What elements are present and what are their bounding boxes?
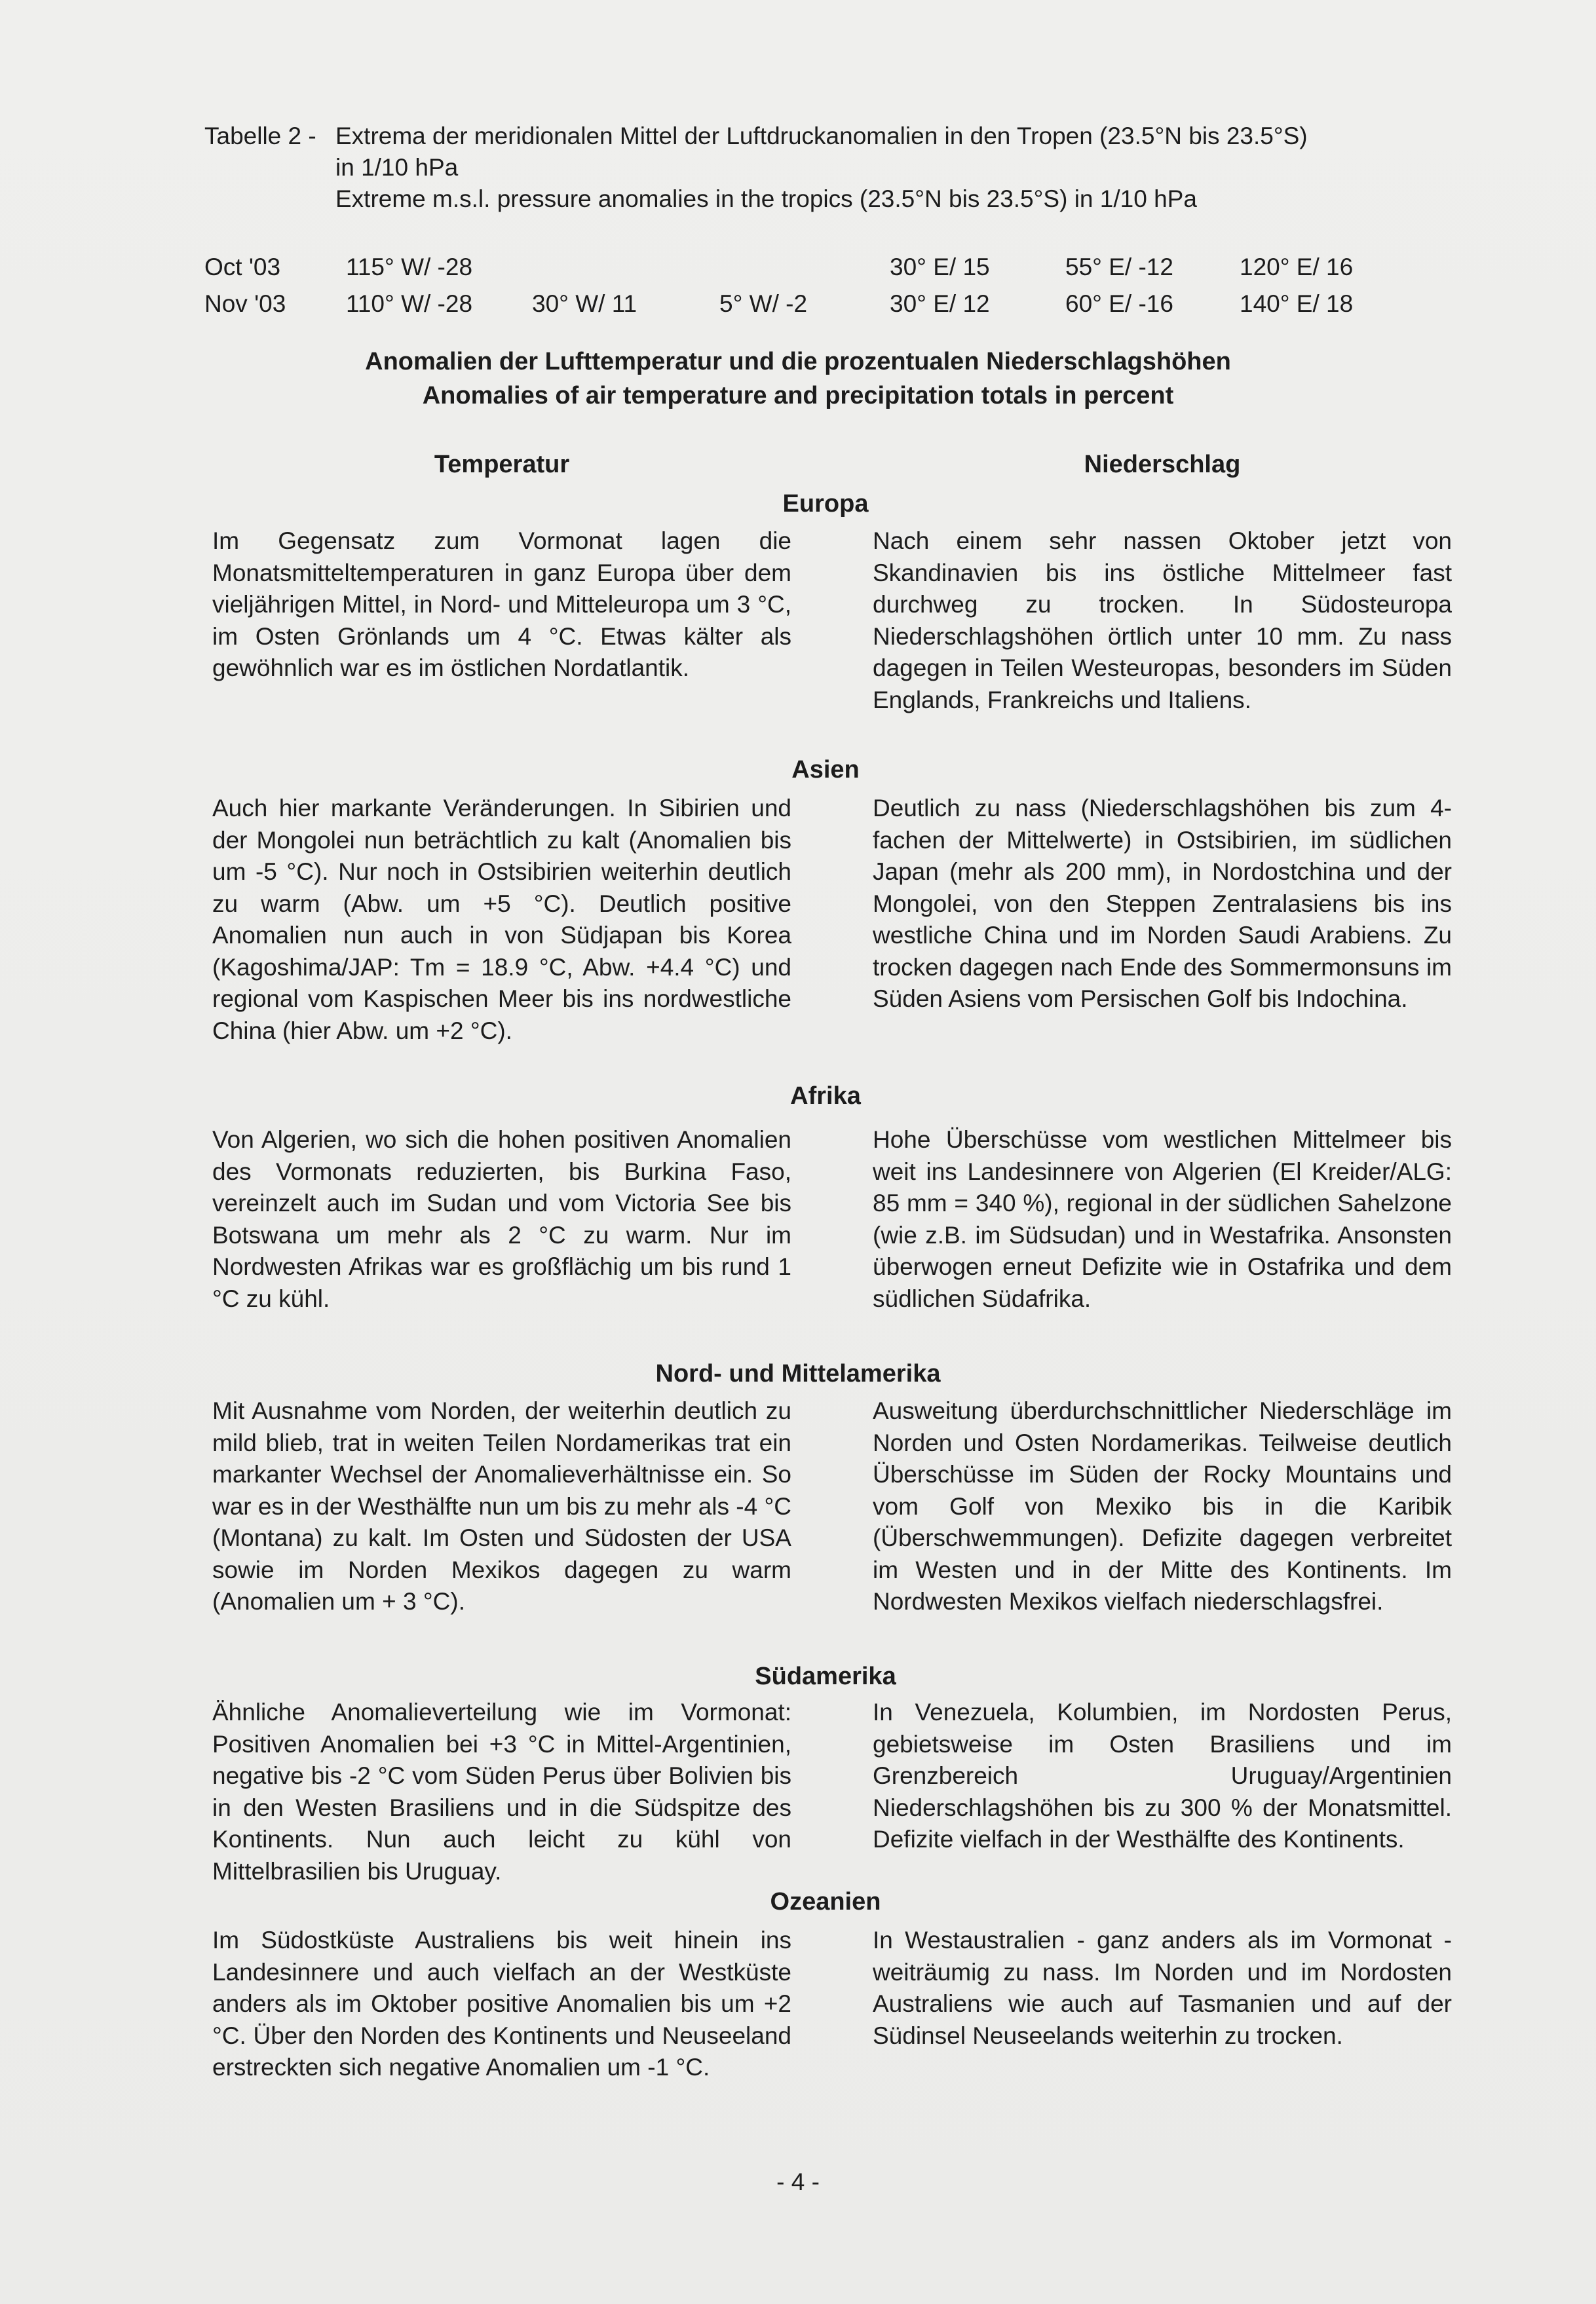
page-number: - 4 - <box>776 2168 820 2195</box>
europa-temperature-text: Im Gegensatz zum Vormonat lagen die Monatsmitteltemperaturen in ganz Europa über dem vieljährigen Mittel, in Nord- und Mitteleuropa um 3 °C, im Osten Grönlands um 4 °C. Etwas kälter als gewöhnlich war es im östlichen Nordatlantik. <box>212 527 791 681</box>
nordamerika-precipitation-text: Ausweitung überdurchschnittlicher Niederschläge im Norden und Osten Nordamerikas. Teilweise deutlich Überschüsse im Süden der Rocky Mountains und vom Golf von Mexiko bis in die Karibik (Überschwemmungen). Defizite dagegen verbreitet im Westen und in der Mitte des Kontinents. Im Nordwesten Mexikos vielfach niederschlagsfrei. <box>873 1397 1452 1615</box>
table-row <box>204 286 1449 322</box>
column-title-precipitation: Niederschlag <box>1084 451 1241 478</box>
table-cell: 55° E/ -12 <box>1065 254 1173 280</box>
region-title-asien: Asien <box>791 756 860 784</box>
region-title-europa: Europa <box>782 490 869 518</box>
column-title-temperature: Temperatur <box>434 451 570 478</box>
region-title-nord-mittelamerika: Nord- und Mittelamerika <box>655 1360 941 1388</box>
section-heading-en: Anomalies of air temperature and precipitation totals in percent <box>422 382 1174 409</box>
nordamerika-temperature-text: Mit Ausnahme vom Norden, der weiterhin deutlich zu mild blieb, trat in weiten Teilen Nordamerikas trat ein markanter Wechsel der Anomalieverhältnisse ein. So war es in der Westhälfte nun um bis zu mehr als -4 °C (Montana) zu kalt. Im Osten und Südosten der USA sowie im Norden Mexikos dagegen zu warm (Anomalien um + 3 °C). <box>212 1397 791 1615</box>
table-caption <box>204 121 1308 215</box>
europa-precipitation-text: Nach einem sehr nassen Oktober jetzt von Skandinavien bis ins östliche Mittelmeer fast durchweg zu trocken. In Südosteuropa Niederschlagshöhen örtlich unter 10 mm. Zu nass dagegen in Teilen Westeuropas, besonders im Süden Englands, Frankreichs und Italiens. <box>873 527 1452 713</box>
region-title-afrika: Afrika <box>790 1082 861 1110</box>
table-cell: 30° E/ 15 <box>890 254 990 280</box>
asien-precipitation-text: Deutlich zu nass (Niederschlagshöhen bis zum 4-fachen der Mittelwerte) in Ostsibirien, im südlichen Japan (mehr als 200 mm), in Nordostchina und der Mongolei, von den Steppen Zentralasiens bis ins westliche China und im Norden Saudi Arabiens. Zu trocken dagegen nach Ende des Sommermonsuns im Süden Asiens vom Persischen Golf bis Indochina. <box>873 795 1452 1012</box>
table-cell: 30° W/ 11 <box>532 290 637 317</box>
table-cell: 30° E/ 12 <box>890 290 990 317</box>
caption-de-line1: Extrema der meridionalen Mittel der Luftdruckanomalien in den Tropen (23.5°N bis 23.5°S) <box>335 123 1308 149</box>
asien-temperature-text: Auch hier markante Veränderungen. In Sibirien und der Mongolei nun beträchtlich zu kalt (Anomalien bis um -5 °C). Nur noch in Ostsibirien weiterhin deutlich zu warm (Abw. um +5 °C). Deutlich positive Anomalien nun auch in von Südjapan bis Korea (Kagoshima/JAP: Tm = 18.9 °C, Abw. +4.4 °C) und regional vom Kaspischen Meer bis ins nordwestliche China (hier Abw. um +2 °C). <box>212 795 791 1044</box>
table-cell: 110° W/ -28 <box>346 290 473 317</box>
afrika-precipitation-text: Hohe Überschüsse vom westlichen Mittelmeer bis weit ins Landesinnere von Algerien (El Kreider/ALG: 85 mm = 340 %), regional in der südlichen Sahelzone (wie z.B. im Südsudan) und in Westafrika. Ansonsten überwogen erneut Defizite wie in Ostafrika und dem südlichen Südafrika. <box>873 1126 1452 1312</box>
ozeanien-temperature-text: Im Südostküste Australiens bis weit hinein ins Landesinnere und auch vielfach an der Westküste anders als im Oktober positive Anomalien bis um +2 °C. Über den Norden des Kontinents und Neuseeland erstreckten sich negative Anomalien um -1 °C. <box>212 1927 791 2081</box>
table-cell: 115° W/ -28 <box>346 254 473 280</box>
table-cell-month: Nov '03 <box>204 290 286 317</box>
table-row <box>204 249 1449 286</box>
table-cell: 120° E/ 16 <box>1240 254 1354 280</box>
caption-de-line2: in 1/10 hPa <box>335 154 459 181</box>
ozeanien-precipitation-text: In Westaustralien - ganz anders als im Vormonat - weiträumig zu nass. Im Norden und im Nordosten Australiens wie auch auf Tasmanien und auf der Südinsel Neuseelands weiterhin zu trocken. <box>873 1927 1452 2049</box>
region-title-ozeanien: Ozeanien <box>770 1888 881 1916</box>
table-label: Tabelle 2 - <box>204 123 316 149</box>
afrika-temperature-text: Von Algerien, wo sich die hohen positiven Anomalien des Vormonats reduzierten, bis Burkina Faso, vereinzelt auch im Sudan und vom Victoria See bis Botswana um mehr als 2 °C zu warm. Nur im Nordwesten Afrikas war es großflächig um bis rund 1 °C zu kühl. <box>212 1126 791 1312</box>
caption-en: Extreme m.s.l. pressure anomalies in the tropics (23.5°N bis 23.5°S) in 1/10 hPa <box>335 185 1197 212</box>
table-cell: 5° W/ -2 <box>719 290 808 317</box>
suedamerika-precipitation-text: In Venezuela, Kolumbien, im Nordosten Perus, gebietsweise im Osten Brasiliens und im Grenzbereich Uruguay/Argentinien Niederschlagshöhen bis zu 300 % der Monatsmittel. Defizite vielfach in der Westhälfte des Kontinents. <box>873 1699 1452 1853</box>
suedamerika-temperature-text: Ähnliche Anomalieverteilung wie im Vormonat: Positiven Anomalien bei +3 °C in Mittel-Argentinien, negative bis -2 °C vom Süden Perus über Bolivien bis in den Westen Brasiliens und in die Südspitze des Kontinents. Nun auch leicht zu kühl von Mittelbrasilien bis Uruguay. <box>212 1699 791 1885</box>
table-cell: 140° E/ 18 <box>1240 290 1354 317</box>
section-heading-de: Anomalien der Lufttemperatur und die prozentualen Niederschlagshöhen <box>365 348 1231 375</box>
table-cell: 60° E/ -16 <box>1065 290 1173 317</box>
region-title-suedamerika: Südamerika <box>755 1663 896 1690</box>
pressure-table <box>204 249 1449 322</box>
table-cell-month: Oct '03 <box>204 254 281 280</box>
